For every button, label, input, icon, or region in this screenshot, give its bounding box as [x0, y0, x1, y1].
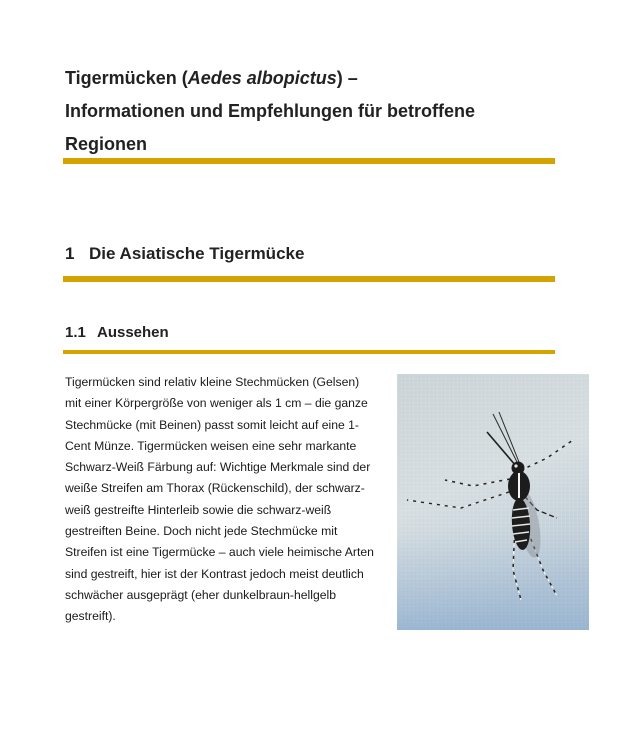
- section-title: Die Asiatische Tigermücke: [89, 244, 305, 263]
- paragraph-line: Cent Münze. Tigermücken weisen eine sehr markante: [65, 438, 357, 453]
- mosquito-photo: [397, 374, 589, 630]
- title-divider: [63, 158, 555, 164]
- paragraph-line: Tigermücken sind relativ kleine Stechmücken (Gelsen): [65, 375, 360, 389]
- subsection-number: 1.1: [65, 324, 86, 341]
- subsection-title: Aussehen: [97, 324, 169, 341]
- paragraph-line: gestreiften Beine. Doch nicht jede Stechmücke mit: [65, 524, 338, 539]
- paragraph-line: Streifen ist eine Tigermücke – auch viele heimische Arten: [65, 545, 374, 560]
- paragraph-line: gestreift).: [65, 609, 116, 624]
- subsection-divider: [63, 350, 555, 354]
- paragraph-line: weiß gestreifte Hinterleib sowie die schwarz-weiß: [65, 502, 332, 517]
- title-line-3: Regionen: [65, 134, 148, 154]
- section-number: 1: [65, 244, 75, 263]
- paragraph-line: weiße Streifen am Thorax (Rückenschild), der schwarz-: [65, 481, 365, 496]
- title-text-end: ) –: [336, 68, 358, 88]
- title-species: Aedes albopictus: [187, 68, 337, 88]
- section-divider: [63, 276, 555, 282]
- section-heading: [65, 244, 304, 264]
- document-title: [65, 62, 555, 161]
- title-line-1: [65, 62, 555, 95]
- title-line-2: Informationen und Empfehlungen für betroffene: [65, 101, 475, 121]
- paragraph-line: Schwarz-Weiß Färbung auf: Wichtige Merkmale sind der: [65, 460, 371, 475]
- paragraph-line: Stechmücke (mit Beinen) passt somit leicht auf eine 1-: [65, 417, 359, 432]
- paragraph-line: mit einer Körpergröße von weniger als 1 cm – die ganze: [65, 396, 368, 411]
- paragraph-line: sind gestreift, hier ist der Kontrast jedoch meist deutlich: [65, 566, 364, 581]
- subsection-heading: [65, 324, 169, 341]
- title-text: Tigermücken (: [65, 68, 188, 88]
- paragraph-line: schwächer ausgeprägt (eher dunkelbraun-hellgelb: [65, 587, 337, 602]
- body-paragraph: [65, 372, 390, 628]
